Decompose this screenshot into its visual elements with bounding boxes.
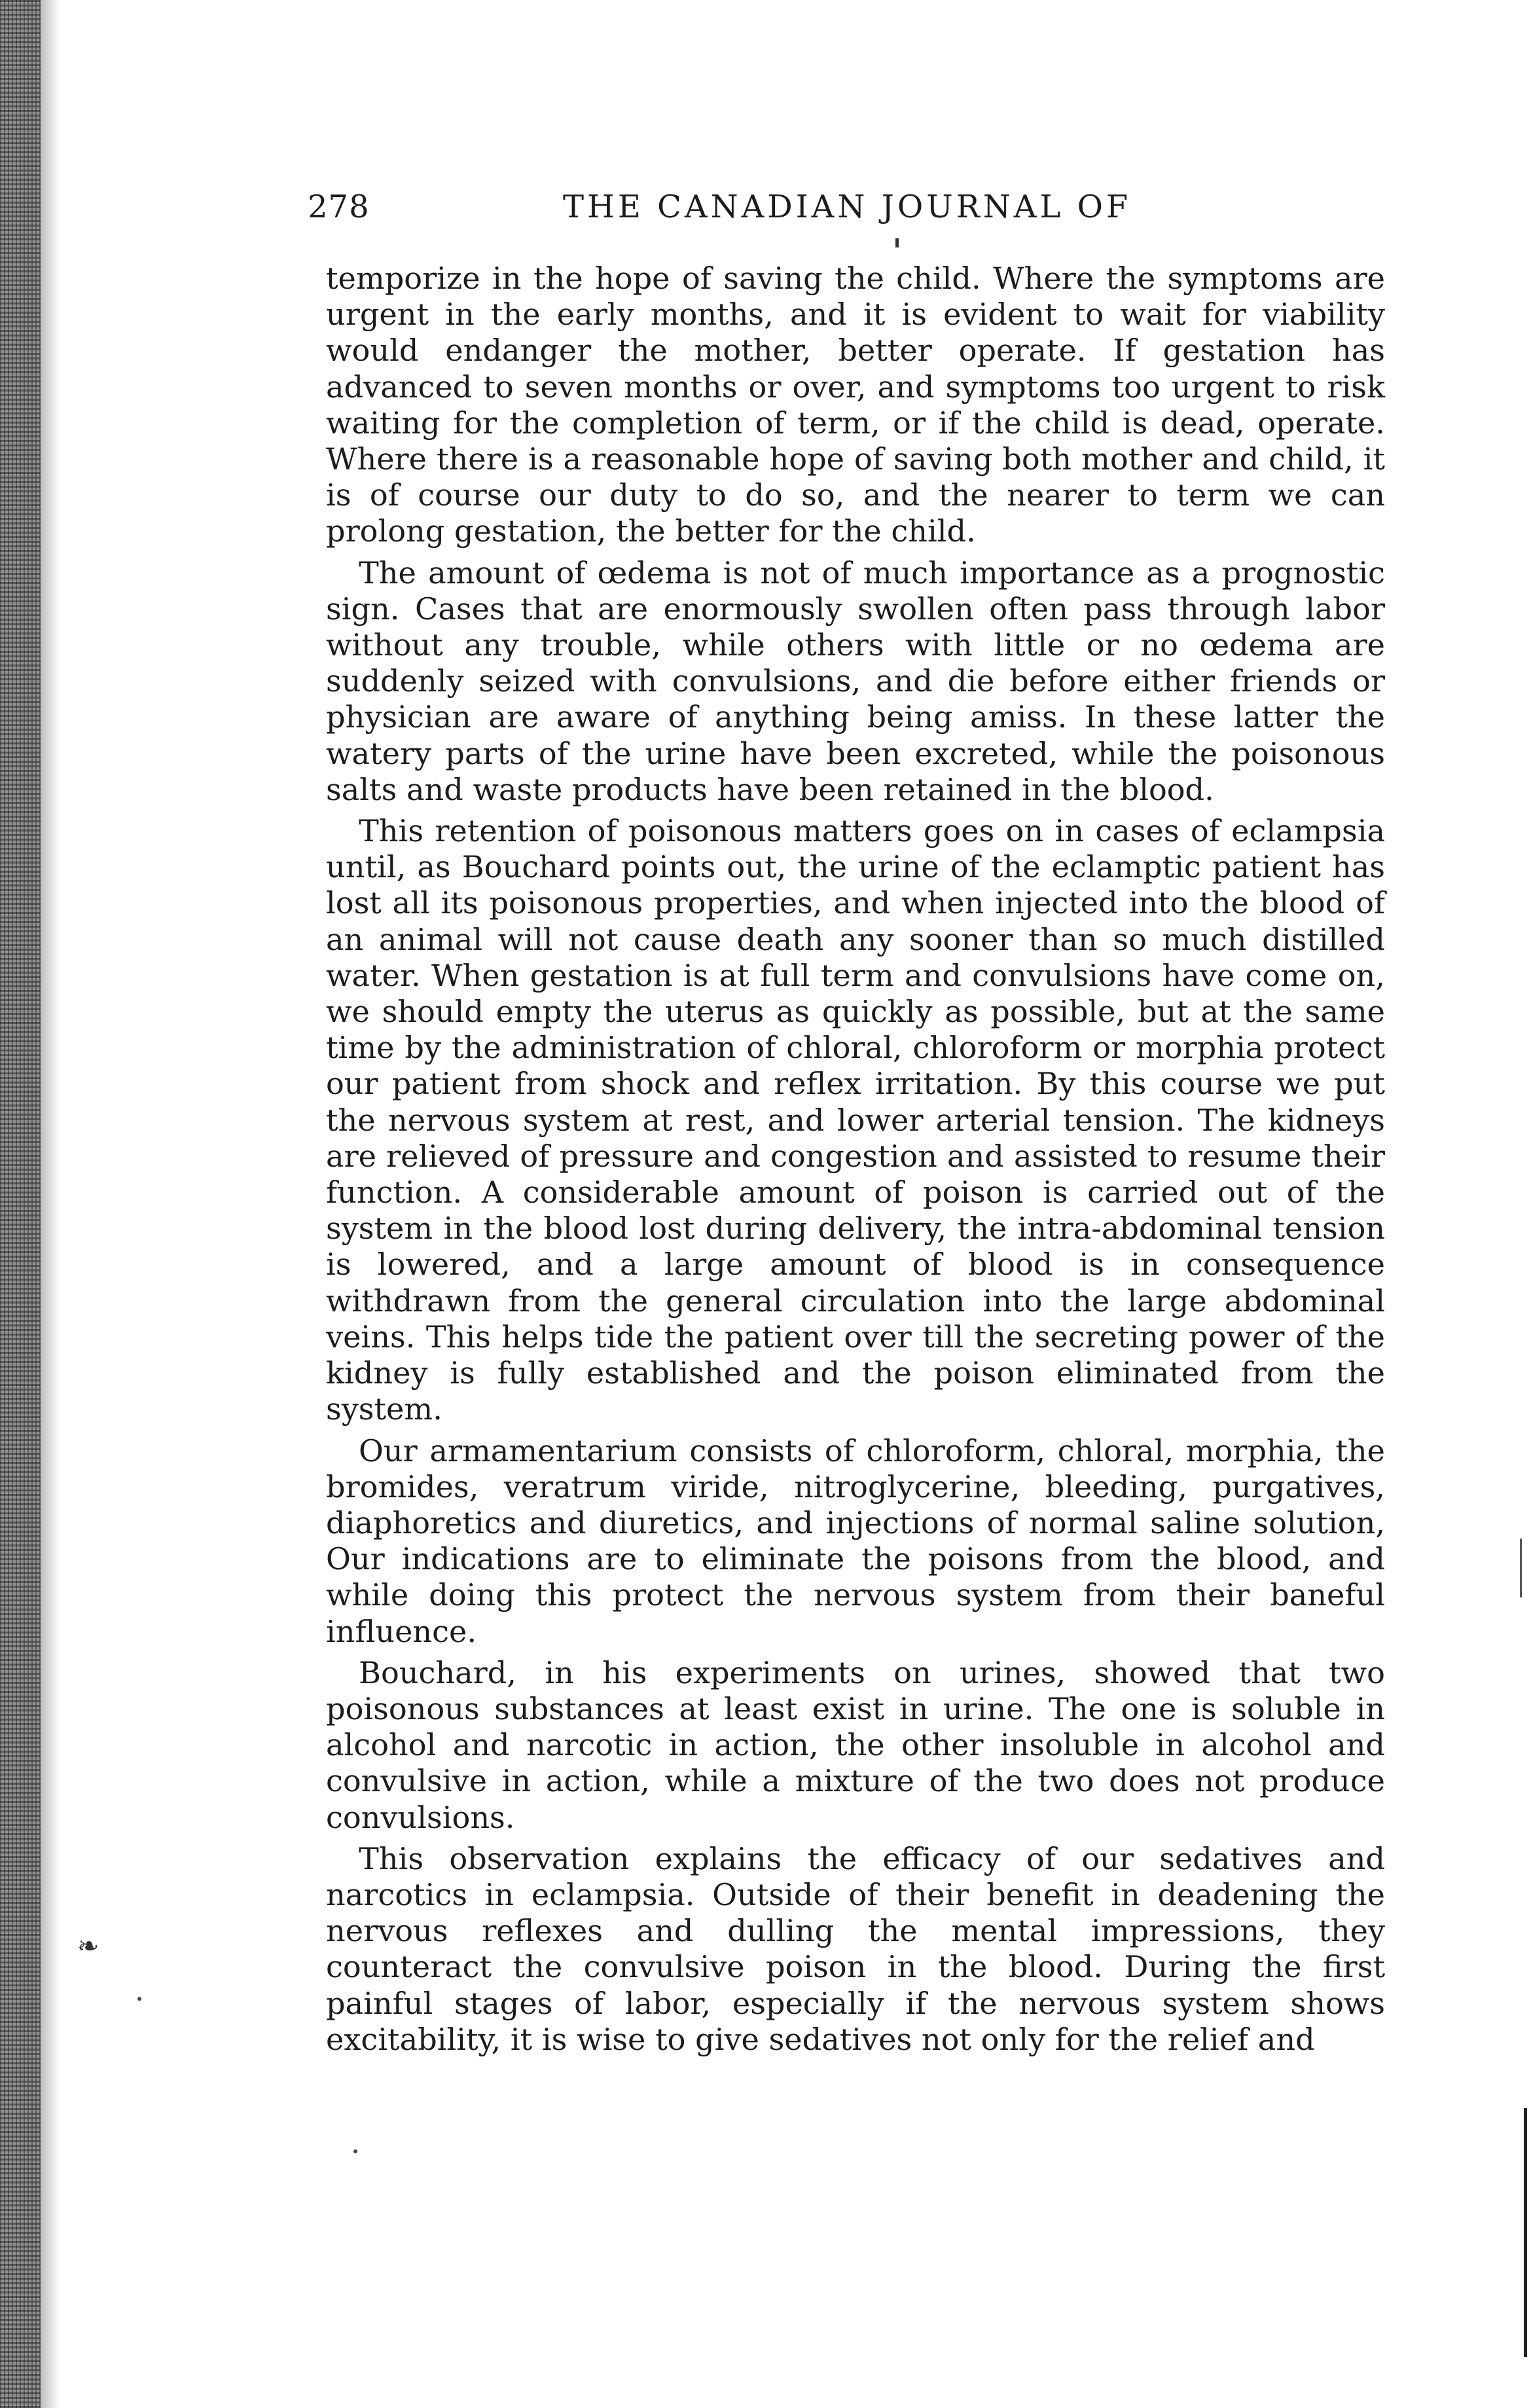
margin-ink-mark: ❧	[77, 1931, 99, 1961]
ink-speck	[895, 238, 899, 247]
running-head: THE CANADIAN JOURNAL OF	[563, 189, 1132, 225]
margin-ink-dot	[353, 2149, 357, 2153]
margin-ink-dot	[137, 1997, 141, 2001]
binding-shadow	[41, 0, 60, 2408]
scanned-binding-edge	[0, 0, 41, 2408]
article-body	[326, 261, 1385, 2058]
paragraph-retention: This retention of poisonous matters goes on in cases of eclampsia until, as Bouchard points out, the urine of the eclamptic patient has lost all its poisonous properties, and when injected into the blood of an animal will not cause death any sooner than so much distilled water. When gestation is at full term and convulsions have come on, we should empty the uterus as quickly as possible, but at the same time by the administration of chloral, chloroform or morphia protect our patient from shock and reflex irritation. By this course we put the nervous system at rest, and lower arterial tension. The kidneys are relieved of pressure and congestion and assisted to resume their function. A considerable amount of poison is carried out of the system in the blood lost during delivery, the intra-abdominal tension is lowered, and a large amount of blood is in consequence withdrawn from the general circulation into the large abdominal veins. This helps tide the patient over till the secreting power of the kidney is fully established and the poison eliminated from the system.	[326, 813, 1385, 1427]
page-header	[308, 182, 1394, 234]
scan-edge-mark-small	[1520, 1539, 1522, 1597]
paragraph-armamentarium: Our armamentarium consists of chloroform, chloral, morphia, the bromides, veratrum viride, nitroglycerine, bleeding, purgatives, diaphoretics and diuretics, and injections of normal saline solution, Our indications are to eliminate the poisons from the blood, and while doing this protect the nervous system from their baneful influence.	[326, 1432, 1385, 1649]
paragraph-bouchard: Bouchard, in his experiments on urines, showed that two poisonous substances at least exist in urine. The one is soluble in alcohol and narcotic in action, the other insoluble in alcohol and convulsive in action, while a mixture of the two does not produce convulsions.	[326, 1654, 1385, 1835]
page-number: 278	[308, 189, 370, 225]
paragraph-continued: temporize in the hope of saving the child. Where the symptoms are urgent in the early months, and it is evident to wait for viability would endanger the mother, better operate. If gestation has advanced to seven months or over, and symptoms too urgent to risk waiting for the completion of term, or if the child is dead, operate. Where there is a reasonable hope of saving both mother and child, it is of course our duty to do so, and the nearer to term we can prolong gestation, the better for the child.	[326, 261, 1385, 549]
scan-edge-mark	[1524, 2108, 1527, 2357]
paragraph-oedema: The amount of œdema is not of much importance as a prognostic sign. Cases that are enormously swollen often pass through labor without any trouble, while others with little or no œdema are suddenly seized with convulsions, and die before either friends or physician are aware of anything being amiss. In these latter the watery parts of the urine have been excreted, while the poisonous salts and waste products have been retained in the blood.	[326, 555, 1385, 807]
paragraph-observation: This observation explains the efficacy of our sedatives and narcotics in eclampsia. Outside of their benefit in deadening the nervous reflexes and dulling the mental impressions, they counteract the convulsive poison in the blood. During the first painful stages of labor, especially if the nervous system shows excitability, it is wise to give sedatives not only for the relief and	[326, 1840, 1385, 2057]
